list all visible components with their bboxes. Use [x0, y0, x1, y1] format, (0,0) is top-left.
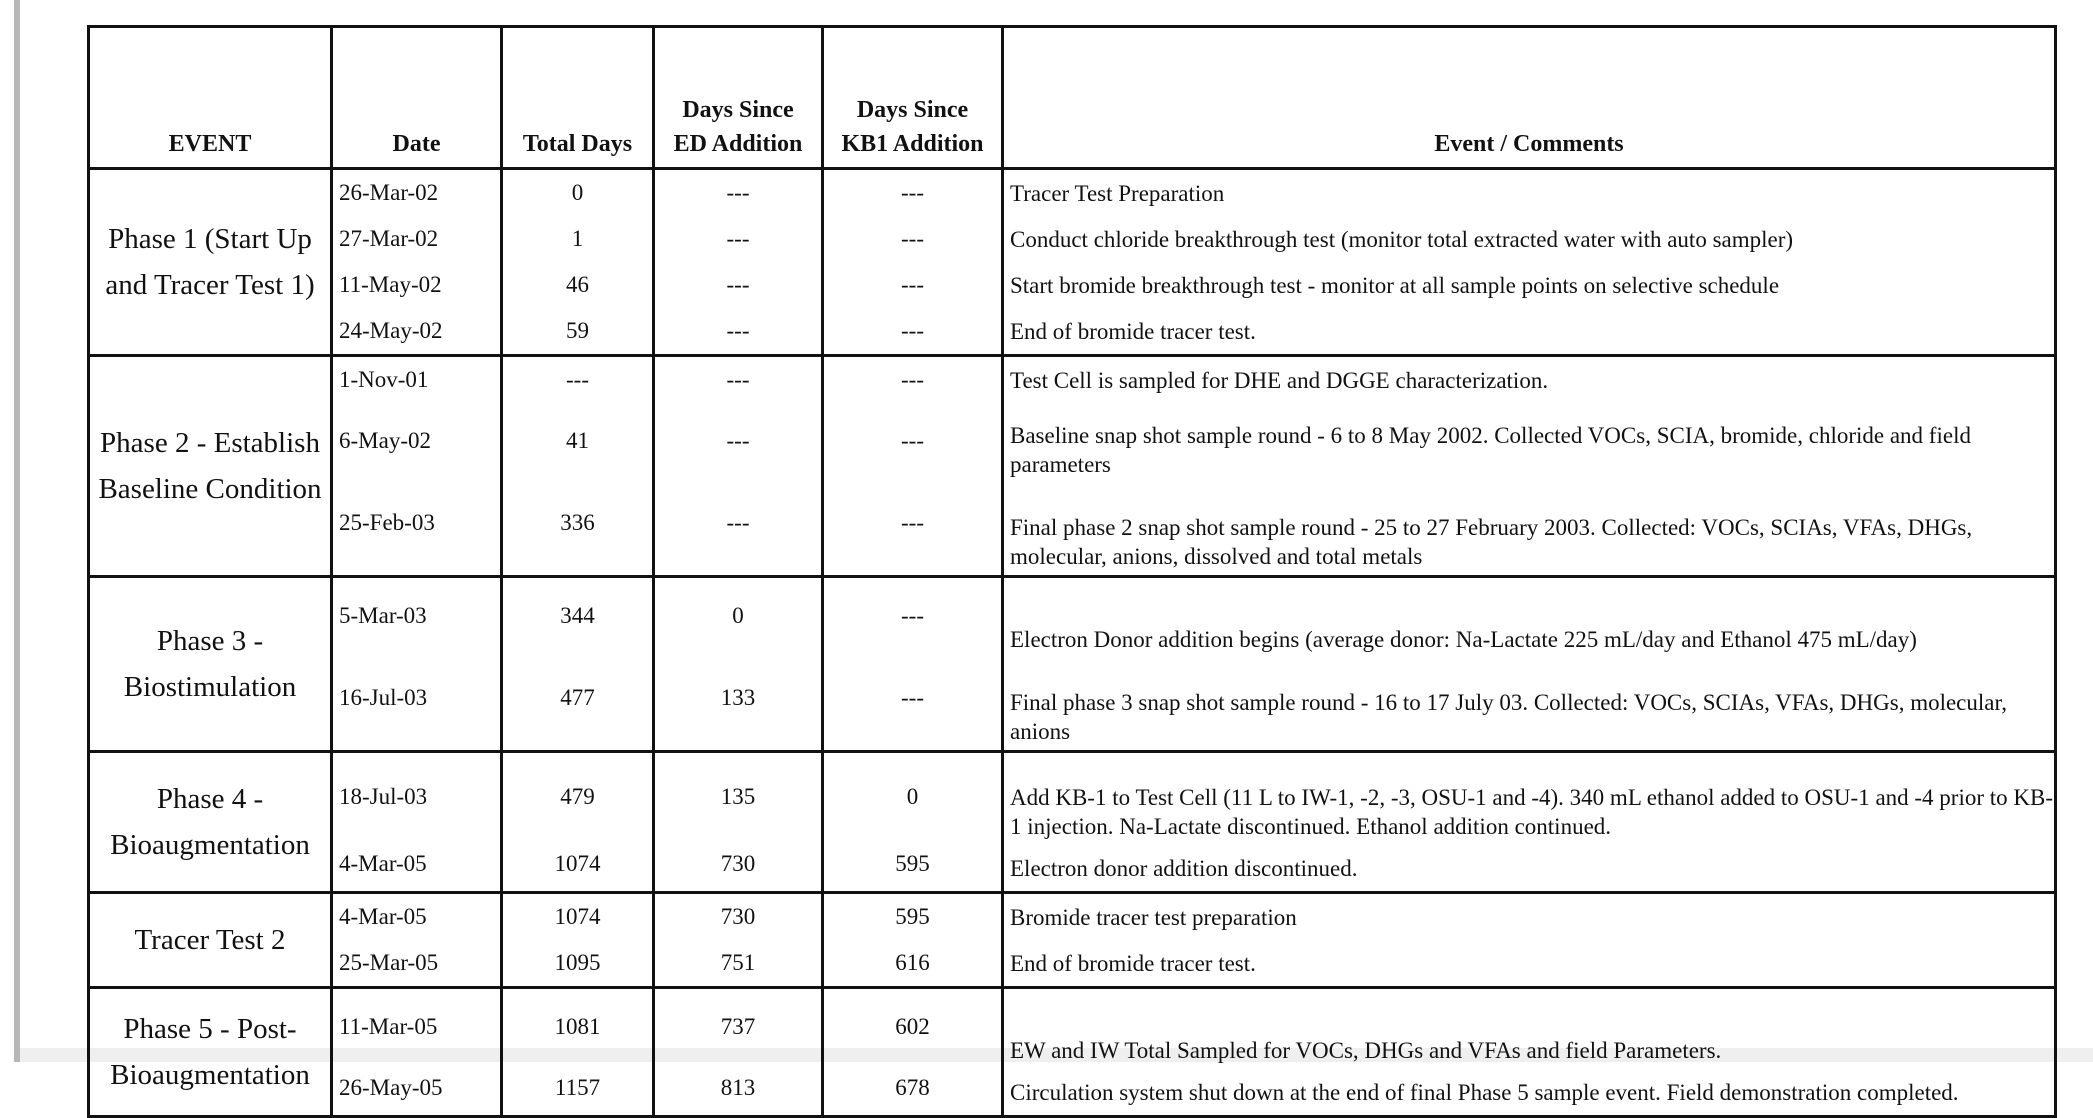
- comment-cell-value: Electron donor addition discontinued.: [1010, 855, 1358, 881]
- days-since-ed-cell: [654, 988, 823, 1117]
- comment-cell-value: Add KB-1 to Test Cell (11 L to IW-1, -2, -3, OSU-1 and -4). 340 mL ethanol added to OSU-1 and -4 prior to KB-1 injection. Na-Lactate discontinued. Ethanol addition continued.: [1010, 785, 2054, 839]
- days-since-ed-cell-value: 0: [732, 603, 744, 628]
- total-days-cell-value: 1095: [554, 950, 601, 975]
- days-since-ed-cell: [654, 577, 823, 752]
- event-label-line: and Tracer Test 1): [105, 269, 315, 301]
- date-cell-value: 6-May-02: [339, 428, 431, 453]
- days-since-ed-cell-value: ---: [726, 180, 750, 205]
- date-cell-value: 1-Nov-01: [339, 367, 429, 392]
- total-days-cell-value: 336: [560, 510, 595, 535]
- days-since-ed-cell-value: 737: [720, 1014, 756, 1039]
- header-date: Date: [332, 27, 502, 169]
- date-cell-value: 11-May-02: [339, 272, 442, 297]
- comment-cell-value: Test Cell is sampled for DHE and DGGE characterization.: [1010, 367, 1549, 393]
- date-cell: [332, 893, 502, 988]
- days-since-kb1-cell-value: ---: [901, 318, 924, 343]
- table-header-row: [89, 27, 2056, 169]
- table-row: [89, 169, 2056, 356]
- header-event: EVENT: [89, 27, 332, 169]
- header-total-days: Total Days: [502, 27, 654, 169]
- date-cell-value: 16-Jul-03: [339, 685, 428, 710]
- header-days-since-kb1: Days Since KB1 Addition: [823, 27, 1003, 169]
- comment-cell-value: Final phase 2 snap shot sample round - 25 to 27 February 2003. Collected: VOCs, SCIAs, VFAs, DHGs, molecular, anions, dissolved and total metals: [1010, 515, 1973, 569]
- total-days-cell-value: 344: [560, 603, 595, 628]
- total-days-cell: [502, 169, 654, 356]
- days-since-ed-cell-value: 135: [720, 784, 756, 809]
- comment-cell-value: Bromide tracer test preparation: [1010, 904, 1297, 930]
- date-cell-value: 26-May-05: [339, 1075, 443, 1100]
- header-days-since-ed: Days Since ED Addition: [654, 27, 823, 169]
- days-since-kb1-cell-value: ---: [901, 180, 924, 205]
- comment-cell-value: Tracer Test Preparation: [1010, 180, 1225, 206]
- days-since-ed-cell-value: 730: [720, 851, 756, 876]
- event-label-line: Bioaugmentation: [110, 1059, 310, 1091]
- days-since-kb1-cell-value: 595: [895, 904, 930, 929]
- total-days-cell-value: 477: [560, 685, 595, 710]
- total-days-cell-value: 1081: [554, 1014, 601, 1039]
- days-since-ed-cell-value: 133: [720, 685, 756, 710]
- days-since-kb1-cell: [823, 893, 1003, 988]
- days-since-kb1-cell-value: 616: [895, 950, 930, 975]
- event-cell: [89, 988, 332, 1117]
- date-cell-value: 25-Feb-03: [339, 510, 435, 535]
- total-days-cell-value: 479: [560, 784, 595, 809]
- table-row: [89, 893, 2056, 988]
- comment-cell-value: Circulation system shut down at the end of final Phase 5 sample event. Field demonstration completed.: [1010, 1079, 1959, 1105]
- total-days-cell-value: 0: [571, 180, 584, 205]
- total-days-cell-value: 59: [566, 318, 589, 343]
- comment-cell-value: Start bromide breakthrough test - monitor at all sample points on selective schedule: [1010, 272, 1780, 298]
- total-days-cell: [502, 577, 654, 752]
- total-days-cell-value: 41: [566, 428, 589, 453]
- days-since-ed-cell: [654, 169, 823, 356]
- table-row: [89, 752, 2056, 893]
- days-since-kb1-cell-value: 595: [895, 851, 930, 876]
- comment-cell-value: Final phase 3 snap shot sample round - 16 to 17 July 03. Collected: VOCs, SCIAs, VFAs, DHGs, molecular, anions: [1010, 690, 2007, 744]
- days-since-kb1-cell: [823, 752, 1003, 893]
- event-cell: [89, 169, 332, 356]
- date-cell: [332, 169, 502, 356]
- days-since-kb1-cell-value: ---: [901, 510, 924, 535]
- days-since-kb1-cell: [823, 988, 1003, 1117]
- comment-cell-value: End of bromide tracer test.: [1010, 950, 1256, 976]
- event-label-line: Tracer Test 2: [134, 924, 286, 956]
- table-row: [89, 356, 2056, 577]
- date-cell-value: 11-Mar-05: [339, 1014, 438, 1039]
- total-days-cell-value: 46: [566, 272, 589, 297]
- days-since-kb1-cell-value: ---: [901, 603, 924, 628]
- days-since-ed-cell-value: 730: [720, 904, 756, 929]
- days-since-ed-cell: [654, 752, 823, 893]
- date-cell-value: 25-Mar-05: [339, 950, 439, 975]
- days-since-ed-cell-value: ---: [726, 272, 750, 297]
- total-days-cell-value: 1074: [554, 904, 601, 929]
- comment-cell: [1003, 752, 2056, 893]
- total-days-cell: [502, 356, 654, 577]
- days-since-ed-cell: [654, 356, 823, 577]
- days-since-kb1-cell-value: ---: [901, 272, 924, 297]
- comment-cell-value: Conduct chloride breakthrough test (monitor total extracted water with auto sampler): [1010, 226, 1794, 252]
- days-since-kb1-cell-value: ---: [901, 685, 924, 710]
- days-since-ed-cell-value: ---: [726, 226, 750, 251]
- days-since-ed-cell-value: 813: [720, 1075, 756, 1100]
- event-label-line: Bioaugmentation: [110, 829, 310, 861]
- date-cell: [332, 752, 502, 893]
- days-since-ed-cell-value: ---: [726, 428, 750, 453]
- event-label-line: Phase 5 - Post-: [123, 1013, 297, 1045]
- days-since-ed-cell: [654, 893, 823, 988]
- comment-cell: [1003, 988, 2056, 1117]
- date-cell-value: 5-Mar-03: [339, 603, 427, 628]
- event-schedule-table: [87, 25, 2057, 1118]
- total-days-cell: [502, 988, 654, 1117]
- event-label-line: Phase 1 (Start Up: [108, 223, 312, 255]
- days-since-kb1-cell-value: 678: [895, 1075, 930, 1100]
- total-days-cell-value: 1157: [554, 1075, 601, 1100]
- total-days-cell: [502, 752, 654, 893]
- comment-cell-value: Baseline snap shot sample round - 6 to 8 May 2002. Collected VOCs, SCIA, bromide, chloride and field parameters: [1010, 423, 1971, 477]
- header-event-comments: Event / Comments: [1003, 27, 2056, 169]
- total-days-cell-value: 1: [571, 226, 584, 251]
- comment-cell-value: EW and IW Total Sampled for VOCs, DHGs and VFAs and field Parameters.: [1010, 1038, 1722, 1063]
- date-cell-value: 4-Mar-05: [339, 904, 427, 929]
- event-label-line: Biostimulation: [123, 671, 297, 703]
- date-cell-value: 26-Mar-02: [339, 180, 439, 205]
- days-since-kb1-cell-value: ---: [901, 226, 924, 251]
- total-days-cell: [502, 893, 654, 988]
- event-label-line: Phase 3 -: [156, 625, 264, 657]
- days-since-kb1-cell: [823, 356, 1003, 577]
- event-cell: [89, 356, 332, 577]
- days-since-kb1-cell-value: ---: [901, 367, 924, 392]
- days-since-kb1-cell-value: 602: [895, 1014, 930, 1039]
- comment-cell-value: End of bromide tracer test.: [1010, 318, 1256, 344]
- days-since-ed-cell-value: 751: [720, 950, 756, 975]
- days-since-kb1-cell-value: 0: [906, 784, 919, 809]
- table-row: [89, 988, 2056, 1117]
- event-label-line: Phase 4 -: [156, 783, 264, 815]
- days-since-kb1-cell: [823, 577, 1003, 752]
- table-body: [89, 169, 2056, 1117]
- date-cell: [332, 356, 502, 577]
- event-label-line: Phase 2 - Establish: [100, 427, 320, 459]
- days-since-ed-cell-value: ---: [726, 367, 750, 392]
- date-cell-value: 24-May-02: [339, 318, 443, 343]
- days-since-ed-cell-value: ---: [726, 510, 750, 535]
- event-cell: [89, 577, 332, 752]
- total-days-cell-value: ---: [566, 367, 589, 392]
- comment-cell: [1003, 893, 2056, 988]
- date-cell: [332, 988, 502, 1117]
- comment-cell: [1003, 169, 2056, 356]
- date-cell-value: 27-Mar-02: [339, 226, 439, 251]
- table-row: [89, 577, 2056, 752]
- event-cell: [89, 893, 332, 988]
- event-cell: [89, 752, 332, 893]
- days-since-kb1-cell-value: ---: [901, 428, 924, 453]
- page-left-border: [14, 0, 20, 1062]
- date-cell-value: 4-Mar-05: [339, 851, 427, 876]
- event-label-line: Baseline Condition: [98, 473, 322, 505]
- comment-cell: [1003, 577, 2056, 752]
- comment-cell-value: Electron Donor addition begins (average donor: Na-Lactate 225 mL/day and Ethanol 475 mL/day): [1010, 627, 1917, 652]
- date-cell-value: 18-Jul-03: [339, 784, 428, 809]
- days-since-ed-cell-value: ---: [726, 318, 750, 343]
- comment-cell: [1003, 356, 2056, 577]
- date-cell: [332, 577, 502, 752]
- days-since-kb1-cell: [823, 169, 1003, 356]
- total-days-cell-value: 1074: [554, 851, 601, 876]
- schedule-table-container: [87, 25, 2054, 1105]
